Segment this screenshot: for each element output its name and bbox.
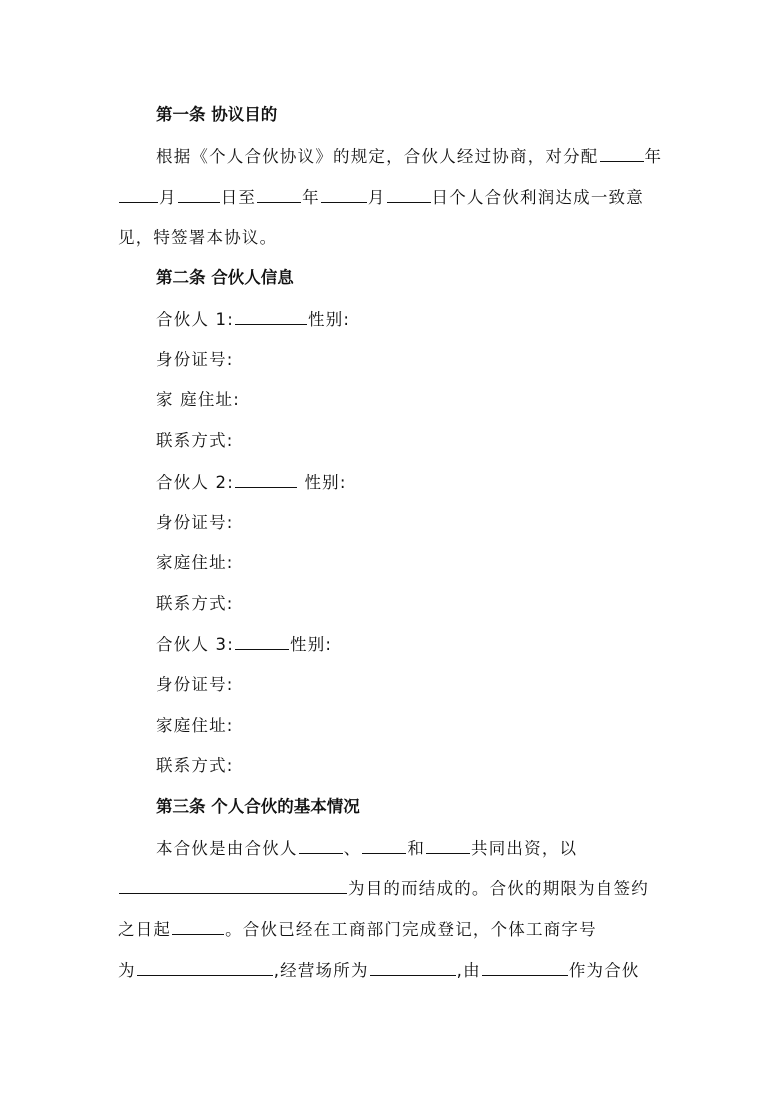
article3-text-start: 之日起 [118,920,172,939]
article1-line2 [118,186,644,209]
article3-line1 [156,837,577,860]
partner1-id: 身份证号: [156,350,234,369]
blank-year-start[interactable] [600,145,644,162]
blank-day-start[interactable] [178,186,220,203]
blank-year-end[interactable] [257,186,301,203]
article3-text-by: ,由 [456,961,481,980]
partner1-address: 家 庭住址: [156,390,241,409]
article1-line1 [156,145,662,168]
partner2-address: 家庭住址: [156,553,234,572]
manager-blank[interactable] [482,959,568,976]
article3-line2 [118,877,649,900]
premises-blank[interactable] [370,959,456,976]
partner2-label: 合伙人 2: [156,473,235,492]
partner-a-blank[interactable] [299,837,343,854]
blank-day-end[interactable] [387,186,431,203]
article2-heading: 第二条 合伙人信息 [156,268,294,287]
article3-text-for: 为 [118,961,136,980]
partner-c-blank[interactable] [426,837,470,854]
partner1-name-blank[interactable] [235,308,307,325]
partner3-label: 合伙人 3: [156,635,235,654]
partner3-id: 身份证号: [156,675,234,694]
business-name-blank[interactable] [137,959,273,976]
partner3-line [156,633,332,656]
partner-b-blank[interactable] [362,837,406,854]
article3-text-c: 和 [407,839,426,858]
article1-text-year: 年 [302,188,320,207]
article3-text-purpose: 为目的而结成的。合伙的期限为自签约 [348,879,649,898]
partner3-contact: 联系方式: [156,756,234,775]
partner2-line [156,471,347,494]
partner1-line [156,308,350,331]
partner3-name-blank[interactable] [235,633,289,650]
article3-text-as-partner: 作为合伙 [568,961,640,980]
article3-line4 [118,959,640,982]
article1-text-b: 年 [644,147,663,166]
partner1-gender-label: 性别: [308,310,351,329]
term-blank[interactable] [172,918,224,935]
article3-heading: 第三条 个人合伙的基本情况 [156,797,360,816]
article1-heading: 第一条 协议目的 [156,105,278,124]
article3-line3 [118,918,597,941]
partner3-gender-label: 性别: [290,635,333,654]
article3-text-a: 本合伙是由合伙人 [156,839,298,858]
partner2-contact: 联系方式: [156,594,234,613]
article3-text-d: 共同出资，以 [471,839,578,858]
article1-text-a: 根据《个人合伙协议》的规定，合伙人经过协商，对分配 [156,147,599,166]
article1-text-dayto: 日至 [220,188,257,207]
article3-text-premises: ,经营场所为 [273,961,369,980]
article1-line3: 见，特签署本协议。 [118,228,278,247]
partner1-contact: 联系方式: [156,431,234,450]
partner3-address: 家庭住址: [156,716,234,735]
article1-text-month2: 月 [367,188,386,207]
purpose-blank[interactable] [119,877,347,894]
partner2-name-blank[interactable] [235,471,297,488]
article3-text-b: 、 [343,839,362,858]
partner1-label: 合伙人 1: [156,310,235,329]
blank-month-start[interactable] [119,186,158,203]
article3-text-registration: 。合伙已经在工商部门完成登记，个体工商字号 [225,920,597,939]
article1-text-month: 月 [159,188,177,207]
blank-month-end[interactable] [321,186,367,203]
partner2-id: 身份证号: [156,513,234,532]
article1-text-e: 日个人合伙利润达成一致意 [431,188,644,207]
partner2-gender-label: 性别: [298,473,347,492]
